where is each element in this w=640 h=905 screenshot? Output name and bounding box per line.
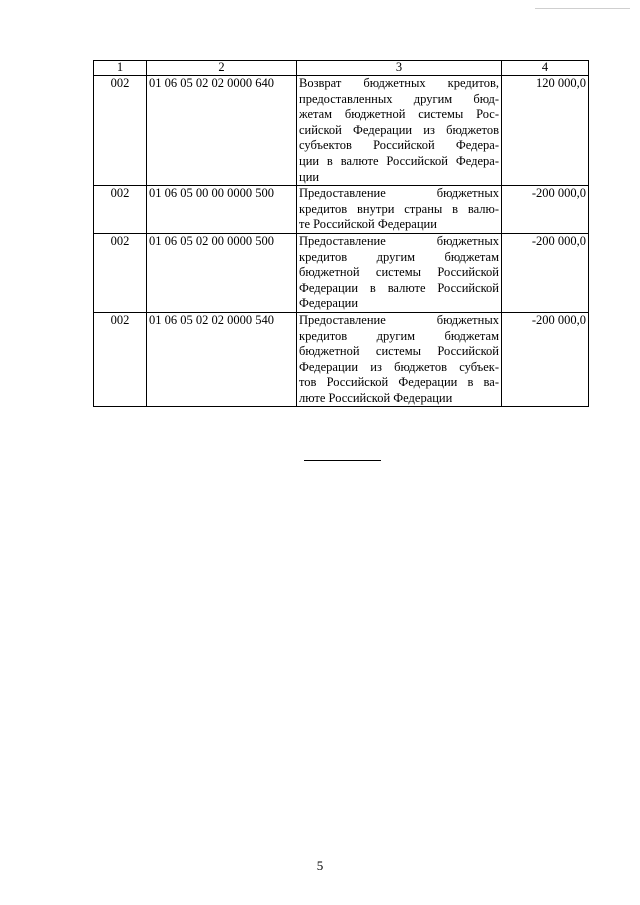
admin-code-cell: 002 bbox=[94, 76, 147, 186]
description-line: Предоставление бюджетных bbox=[299, 233, 499, 248]
description-line: субъектов Российской Федера- bbox=[299, 138, 499, 153]
table-row bbox=[94, 312, 589, 407]
table-row bbox=[94, 233, 589, 312]
budget-code-cell: 01 06 05 00 00 0000 500 bbox=[147, 186, 297, 234]
description-line: Предоставление бюджетных bbox=[299, 312, 499, 327]
description-line: жетам бюджетной системы Рос- bbox=[299, 107, 499, 122]
description-line: кредитов внутри страны в валю- bbox=[299, 201, 499, 216]
description-line: Федерации bbox=[299, 296, 359, 311]
description-line: кредитов другим бюджетам bbox=[299, 249, 499, 264]
amount-cell: -200 000,0 bbox=[502, 233, 589, 312]
description-line: люте Российской Федерации bbox=[299, 390, 453, 405]
description-line: Возврат бюджетных кредитов, bbox=[299, 76, 499, 90]
description-line: ции bbox=[299, 169, 320, 184]
description-line: бюджетной системы Российской bbox=[299, 344, 499, 359]
amount-cell: 120 000,0 bbox=[502, 76, 589, 186]
admin-code-cell: 002 bbox=[94, 233, 147, 312]
admin-code-cell: 002 bbox=[94, 186, 147, 234]
description-line: Предоставление бюджетных bbox=[299, 186, 499, 201]
description-line: сийской Федерации из бюджетов bbox=[299, 122, 499, 137]
description-cell bbox=[297, 76, 502, 186]
header-row bbox=[94, 61, 589, 76]
separator-line bbox=[304, 460, 381, 461]
table-row bbox=[94, 186, 589, 234]
description-line: тов Российской Федерации в ва- bbox=[299, 375, 499, 390]
column-header-3: 3 bbox=[297, 61, 502, 76]
column-header-2: 2 bbox=[147, 61, 297, 76]
description-line: кредитов другим бюджетам bbox=[299, 328, 499, 343]
amount-cell: -200 000,0 bbox=[502, 186, 589, 234]
admin-code-cell: 002 bbox=[94, 312, 147, 407]
description-cell bbox=[297, 312, 502, 407]
budget-code-cell: 01 06 05 02 02 0000 640 bbox=[147, 76, 297, 186]
amount-cell: -200 000,0 bbox=[502, 312, 589, 407]
description-cell bbox=[297, 233, 502, 312]
page-number: 5 bbox=[316, 858, 324, 873]
column-header-4: 4 bbox=[502, 61, 589, 76]
description-line: Федерации в валюте Российской bbox=[299, 280, 499, 295]
description-line: те Российской Федерации bbox=[299, 217, 437, 232]
budget-table bbox=[93, 60, 589, 407]
table-row bbox=[94, 76, 589, 186]
description-line: Федерации из бюджетов субъек- bbox=[299, 359, 499, 374]
budget-code-cell: 01 06 05 02 00 0000 500 bbox=[147, 233, 297, 312]
column-header-1: 1 bbox=[94, 61, 147, 76]
budget-code-cell: 01 06 05 02 02 0000 540 bbox=[147, 312, 297, 407]
corner-mark bbox=[535, 8, 630, 9]
description-line: бюджетной системы Российской bbox=[299, 265, 499, 280]
description-line: предоставленных другим бюд- bbox=[299, 91, 499, 106]
description-line: ции в валюте Российской Федера- bbox=[299, 153, 499, 168]
description-cell bbox=[297, 186, 502, 234]
